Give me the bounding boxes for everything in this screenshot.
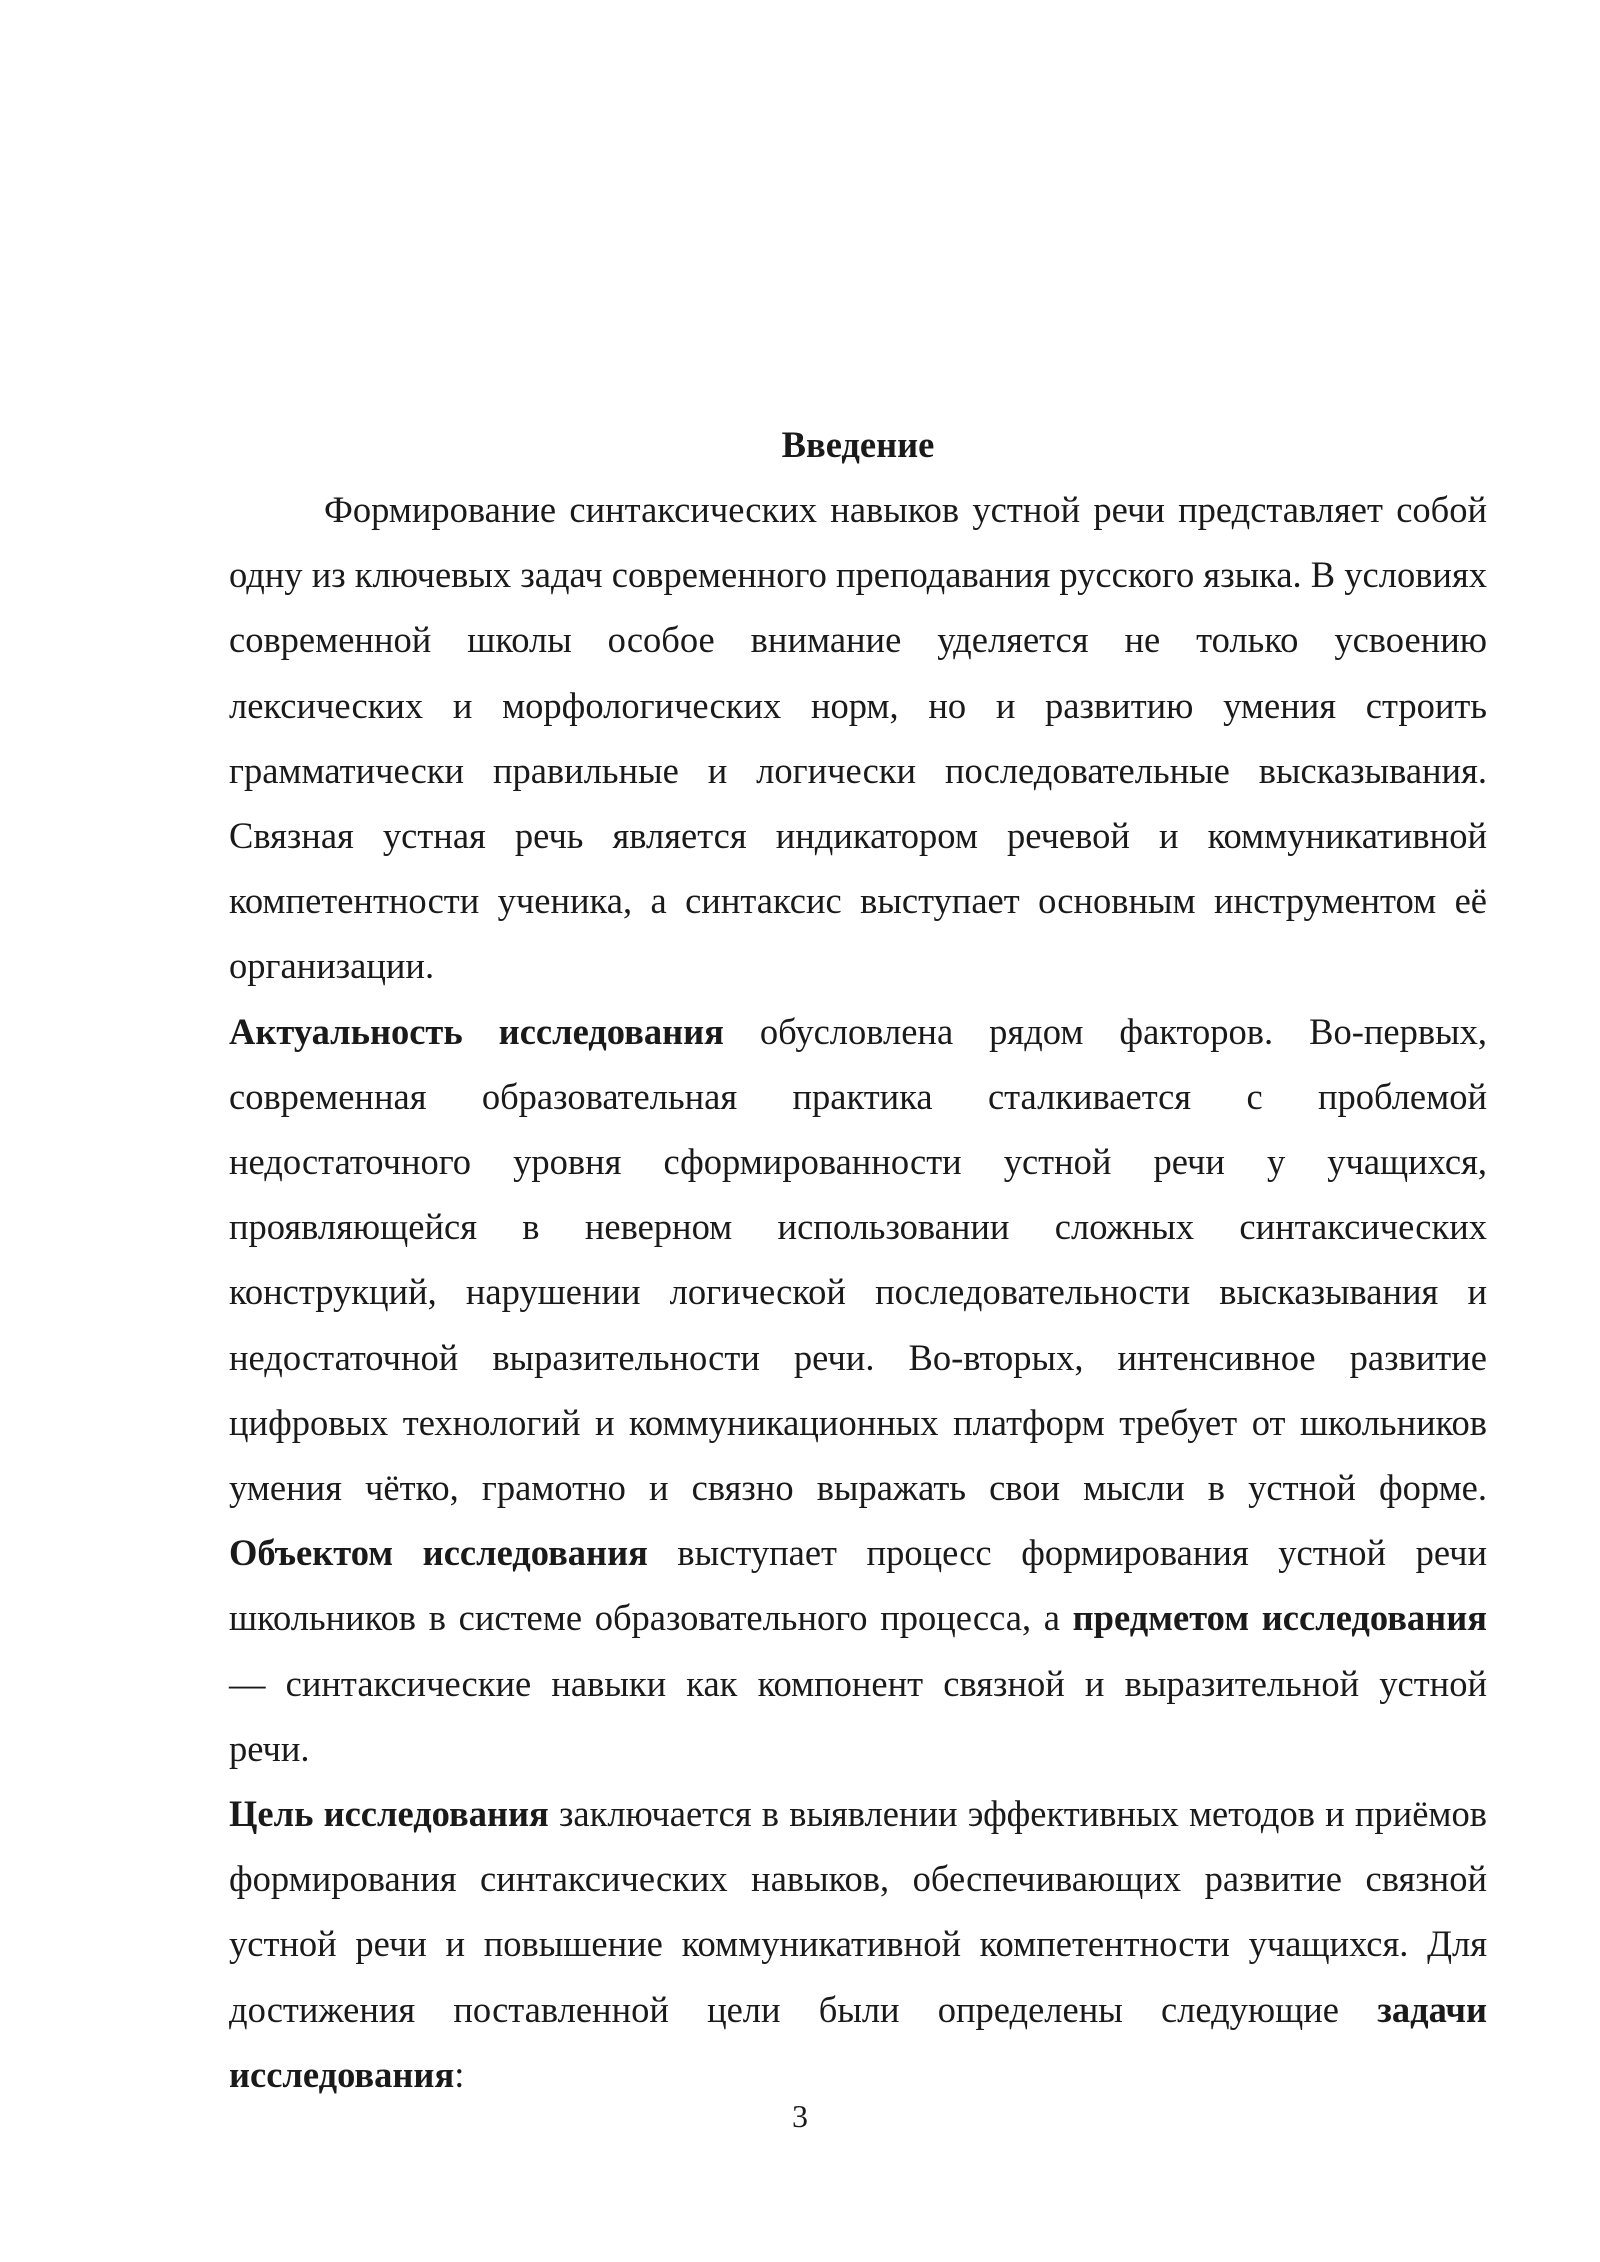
goal-text: заключается в выявлении эффективных методов и приёмов формирования синтаксических навыков, обеспечивающих развитие связной устной речи и повышение коммуникативной компетентности учащихся. Для достижения поставленной цели были определены следующие	[229, 1793, 1487, 2030]
object-text: выступает процесс формирования устной речи школьников в системе образовательного процесса, а	[229, 1532, 1488, 1639]
subject-text: — синтаксические навыки как компонент связной и выразительной устной речи.	[229, 1662, 1487, 1769]
relevance-term: Актуальность исследования	[229, 1010, 724, 1052]
goal-term: Цель исследования	[229, 1793, 549, 1835]
goal-paragraph	[229, 1781, 1487, 2107]
tasks-colon: :	[454, 2053, 465, 2095]
section-heading: Введение	[781, 424, 935, 465]
relevance-text: обусловлена рядом факторов. Во-первых, современная образовательная практика сталкивается с проблемой недостаточного уровня сформированности устной речи у учащихся, проявляющейся в неверном использовании сложных синтаксических конструкций, нарушении логической последовательности высказывания и недостаточной выразительности речи. Во-вторых, интенсивное развитие цифровых технологий и коммуникационных платформ требует от школьников умения чётко, грамотно и связно выражать свои мысли в устной форме.	[229, 1010, 1487, 1509]
subject-term: предметом исследования	[1072, 1597, 1487, 1639]
intro-paragraph: Формирование синтаксических навыков устной речи представляет собой одну из ключевых задач современного преподавания русского языка. В условиях современной школы особое внимание уделяется не только усвоению лексических и морфологических норм, но и развитию умения строить грамматически правильные и логически последовательные высказывания. Связная устная речь является индикатором речевой и коммуникативной компетентности ученика, а синтаксис выступает основным инструментом её организации.	[229, 489, 1487, 987]
object-term: Объектом исследования	[229, 1532, 648, 1574]
page-number: 3	[792, 2098, 808, 2134]
page-content	[229, 412, 1487, 2107]
tasks-term: задачи исследования	[229, 1988, 1487, 2095]
relevance-paragraph	[229, 999, 1487, 1781]
